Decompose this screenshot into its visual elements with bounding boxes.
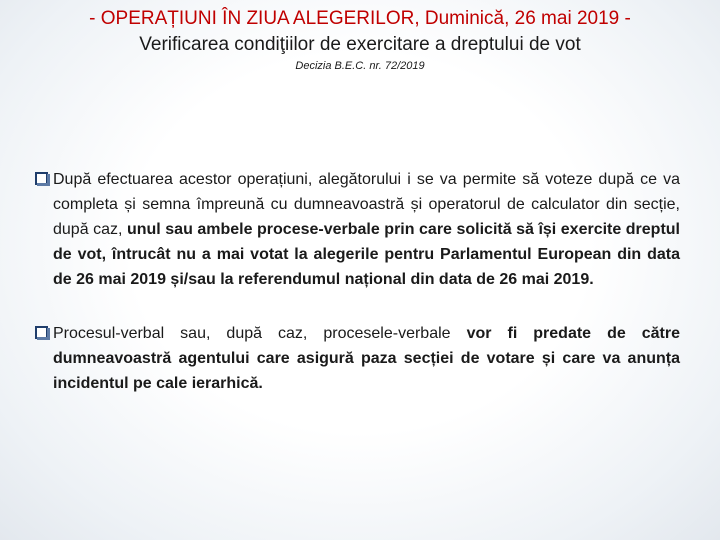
decision-reference: Decizia B.E.C. nr. 72/2019 xyxy=(295,60,425,72)
square-bullet-icon xyxy=(34,325,50,341)
bullet-item-1 xyxy=(34,167,680,292)
bullet-text-1 xyxy=(53,167,680,292)
title-line-1: - OPERAȚIUNI ÎN ZIUA ALEGERILOR, Duminică, 26 mai 2019 - xyxy=(89,8,631,29)
bullet-2-bold: vor fi predate de către dumneavoastră agentului care asigură paza secției de votare și care va anunța incidentul pe cale ierarhică. xyxy=(53,325,681,392)
bullet-2-plain: Procesul-verbal sau, după caz, procesele-verbale xyxy=(53,325,467,342)
bullet-1-plain: După efectuarea acestor operațiuni, alegătorului i se va permite să voteze după ce va completa și semna împreună cu dumneavoastră și operatorul de calculator din secție, după caz, xyxy=(53,171,680,238)
bullet-text-2 xyxy=(53,321,680,396)
bullet-1-bold: unul sau ambele procese-verbale prin care solicită să își exercite dreptul de vot, întrucât nu a mai votat la alegerile pentru Parlamentul European din data de 26 mai 2019 și/sau la referendumul național din data de 26 mai 2019. xyxy=(53,221,680,288)
square-bullet-icon xyxy=(34,171,50,187)
title-line-2: Verificarea condiţiilor de exercitare a dreptului de vot xyxy=(139,34,581,55)
bullet-item-2 xyxy=(34,321,680,396)
